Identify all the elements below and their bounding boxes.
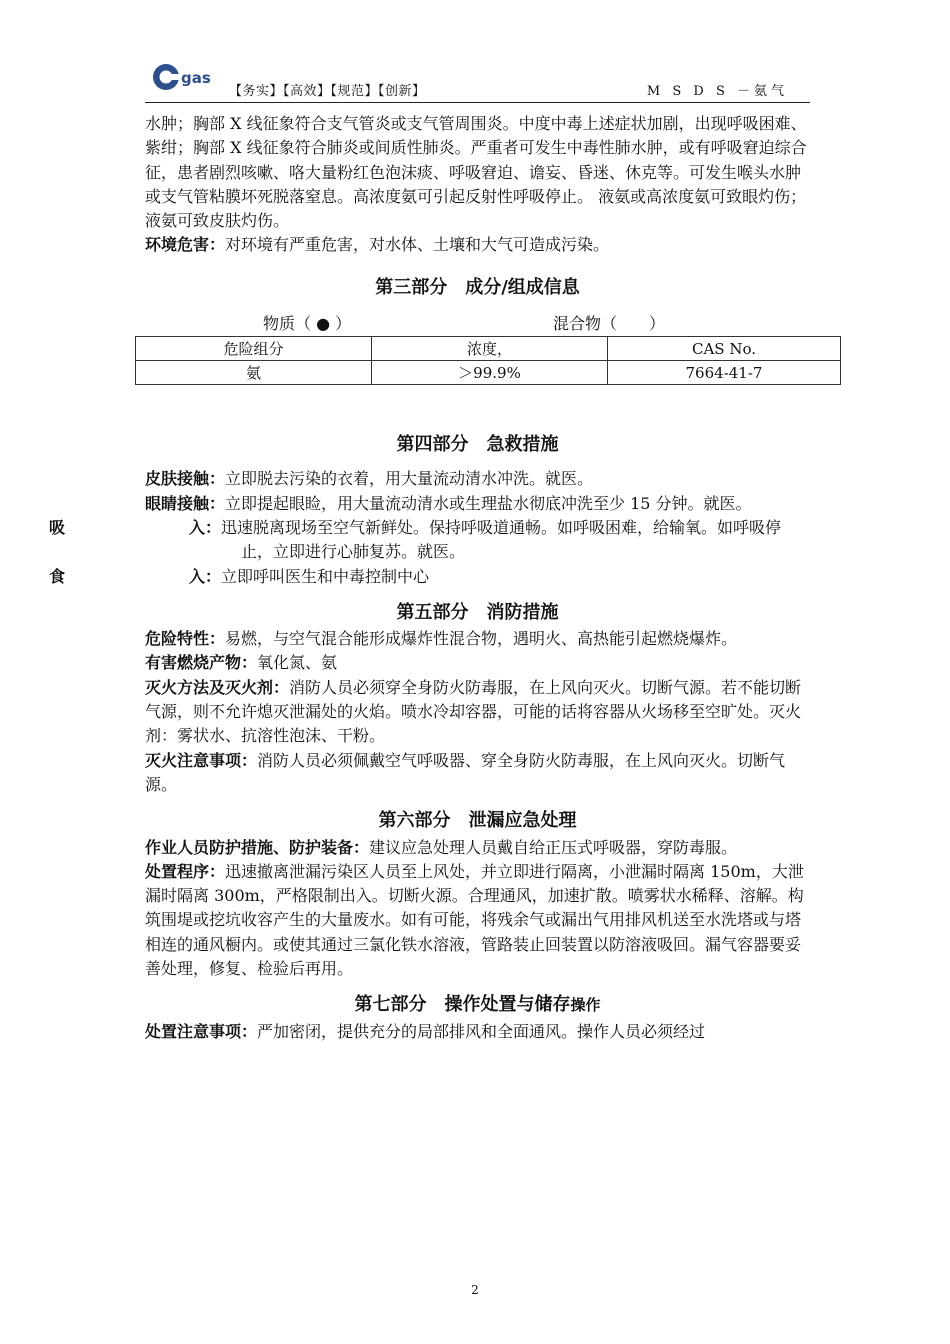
table-header-cell: 浓度，: [372, 337, 608, 361]
page-number: 2: [471, 1283, 479, 1297]
leak-ppe: [145, 836, 810, 860]
leak-procedure-label: 处置程序：: [145, 861, 226, 881]
header-doc-title: M S D S －氨气: [646, 84, 788, 99]
handling-notes-text: 严加密闭，提供充分的局部排风和全面通风。操作人员必须经过: [257, 1021, 706, 1041]
environment-hazard-text: 对环境有严重危害，对水体、土壤和大气可造成污染。: [225, 235, 610, 255]
leak-ppe-text: 建议应急处理人员戴自给正压式呼吸器，穿防毒服。: [369, 837, 738, 857]
section-3-title: 第三部分 成分/组成信息: [375, 276, 580, 298]
fire-notes: [145, 749, 810, 798]
document-body: [49, 112, 810, 1044]
table-cell: 7664-41-7: [608, 361, 841, 385]
header-slogan: 【务实】【高效】【规范】【创新】: [229, 84, 426, 99]
first-aid-inhale-text: 迅速脱离现场至空气新鲜处。保持呼吸道通畅。如呼吸困难，给输氧。如呼吸停止，立即进行心肺复苏。就医。: [221, 517, 782, 562]
substance-option: 物质（ ● ）: [263, 314, 352, 334]
first-aid-eye-label: 眼睛接触：: [145, 493, 226, 513]
mixture-option: 混合物（ ）: [553, 314, 666, 334]
table-cell: ＞99.9%: [372, 361, 608, 385]
health-hazard-paragraph: 水肿；胸部 X 线征象符合支气管炎或支气管周围炎。中度中毒上述症状加剧，出现呼吸困难、紫绀；胸部 X 线征象符合肺炎或间质性肺炎。严重者可发生中毒性肺水肿，或有呼吸窘迫综合征，患者剧烈咳嗽、咯大量粉红色泡沫痰、呼吸窘迫、谵妄、昏迷、休克等。可发生喉头水肿或支气管粘膜坏死脱落窒息。高浓度氨可引起反射性呼吸停止。 液氨或高浓度氨可致眼灼伤；液氨可致皮肤灼伤。: [145, 114, 807, 231]
logo-text: gas: [181, 69, 211, 87]
fire-notes-label: 灭火注意事项：: [145, 750, 258, 770]
fire-hazard-text: 易燃，与空气混合能形成爆炸性混合物，遇明火、高热能引起燃烧爆炸。: [225, 629, 738, 649]
first-aid-skin: [145, 467, 810, 491]
extinguish-method: [145, 676, 810, 749]
section-4-title: 第四部分 急救措施: [396, 434, 559, 456]
environment-hazard: [145, 233, 810, 257]
environment-hazard-label: 环境危害：: [145, 235, 226, 255]
leak-ppe-label: 作业人员防护措施、防护装备：: [145, 837, 370, 857]
first-aid-inhale-label: 吸入: [49, 517, 205, 537]
handling-notes: [145, 1020, 810, 1044]
combustion-products: [145, 651, 810, 675]
page-header: [145, 58, 810, 103]
first-aid-skin-text: 立即脱去污染的衣着，用大量流动清水冲洗。就医。: [225, 469, 594, 489]
extinguish-method-text: 消防人员必须穿全身防火防毒服，在上风向灭火。切断气源。若不能切断气源，则不允许熄灭泄漏处的火焰。喷水冷却容器，可能的话将容器从火场移至空旷处。灭火剂：雾状水、抗溶性泡沫、干粉。: [145, 677, 802, 746]
fire-hazard: [145, 627, 810, 651]
substance-type-row: [145, 310, 810, 336]
section-5-title: 第五部分 消防措施: [396, 601, 559, 623]
first-aid-ingest: 食入：立即呼叫医生和中毒控制中心: [145, 565, 810, 589]
table-row: [136, 361, 841, 385]
combustion-products-label: 有害燃烧产物：: [145, 653, 258, 673]
first-aid-skin-label: 皮肤接触：: [145, 469, 226, 489]
table-cell: 氨: [136, 361, 372, 385]
section-7-title-text: 第七部分 操作处置与储存: [354, 994, 571, 1016]
first-aid-ingest-label: 食入: [49, 566, 205, 586]
composition-table: [135, 336, 841, 385]
company-logo-icon: [149, 58, 229, 98]
leak-procedure: [145, 860, 810, 981]
leak-procedure-text: 迅速撤离泄漏污染区人员至上风处，并立即进行隔离，小泄漏时隔离 150m，大泄漏时隔离 300m，严格限制出入。切断火源。合理通风，加速扩散。喷雾状水稀释、溶解。构筑围堤或挖坑收容产生的大量废水。如有可能，将残余气或漏出气用排风机送至水洗塔或与塔相连的通风橱内。或使其通过三氯化铁水溶液，管路装止回装置以防溶液吸回。漏气容器要妥善处理，修复、检验后再用。: [145, 861, 804, 979]
combustion-products-text: 氧化氮、氨: [257, 653, 338, 673]
first-aid-inhale: 吸入：迅速脱离现场至空气新鲜处。保持呼吸道通畅。如呼吸困难，给输氧。如呼吸停止，立即进行心肺复苏。就医。: [49, 517, 782, 562]
fire-hazard-label: 危险特性：: [145, 629, 226, 649]
handling-notes-label: 处置注意事项：: [145, 1021, 258, 1041]
table-header-cell: CAS No.: [608, 337, 841, 361]
first-aid-eye: [145, 492, 810, 516]
section-7-title: [145, 993, 810, 1017]
extinguish-method-label: 灭火方法及灭火剂：: [145, 677, 290, 697]
table-header-cell: 危险组分: [136, 337, 372, 361]
table-header-row: [136, 337, 841, 361]
section-6-title: 第六部分 泄漏应急处理: [378, 810, 577, 832]
first-aid-eye-text: 立即提起眼睑，用大量流动清水或生理盐水彻底冲洗至少 15 分钟。就医。: [225, 493, 752, 513]
fire-notes-text: 消防人员必须佩戴空气呼吸器、穿全身防火防毒服，在上风向灭火。切断气源。: [145, 750, 786, 794]
section-7-title-suffix: 操作: [570, 996, 601, 1015]
first-aid-ingest-text: 立即呼叫医生和中毒控制中心: [221, 566, 430, 586]
